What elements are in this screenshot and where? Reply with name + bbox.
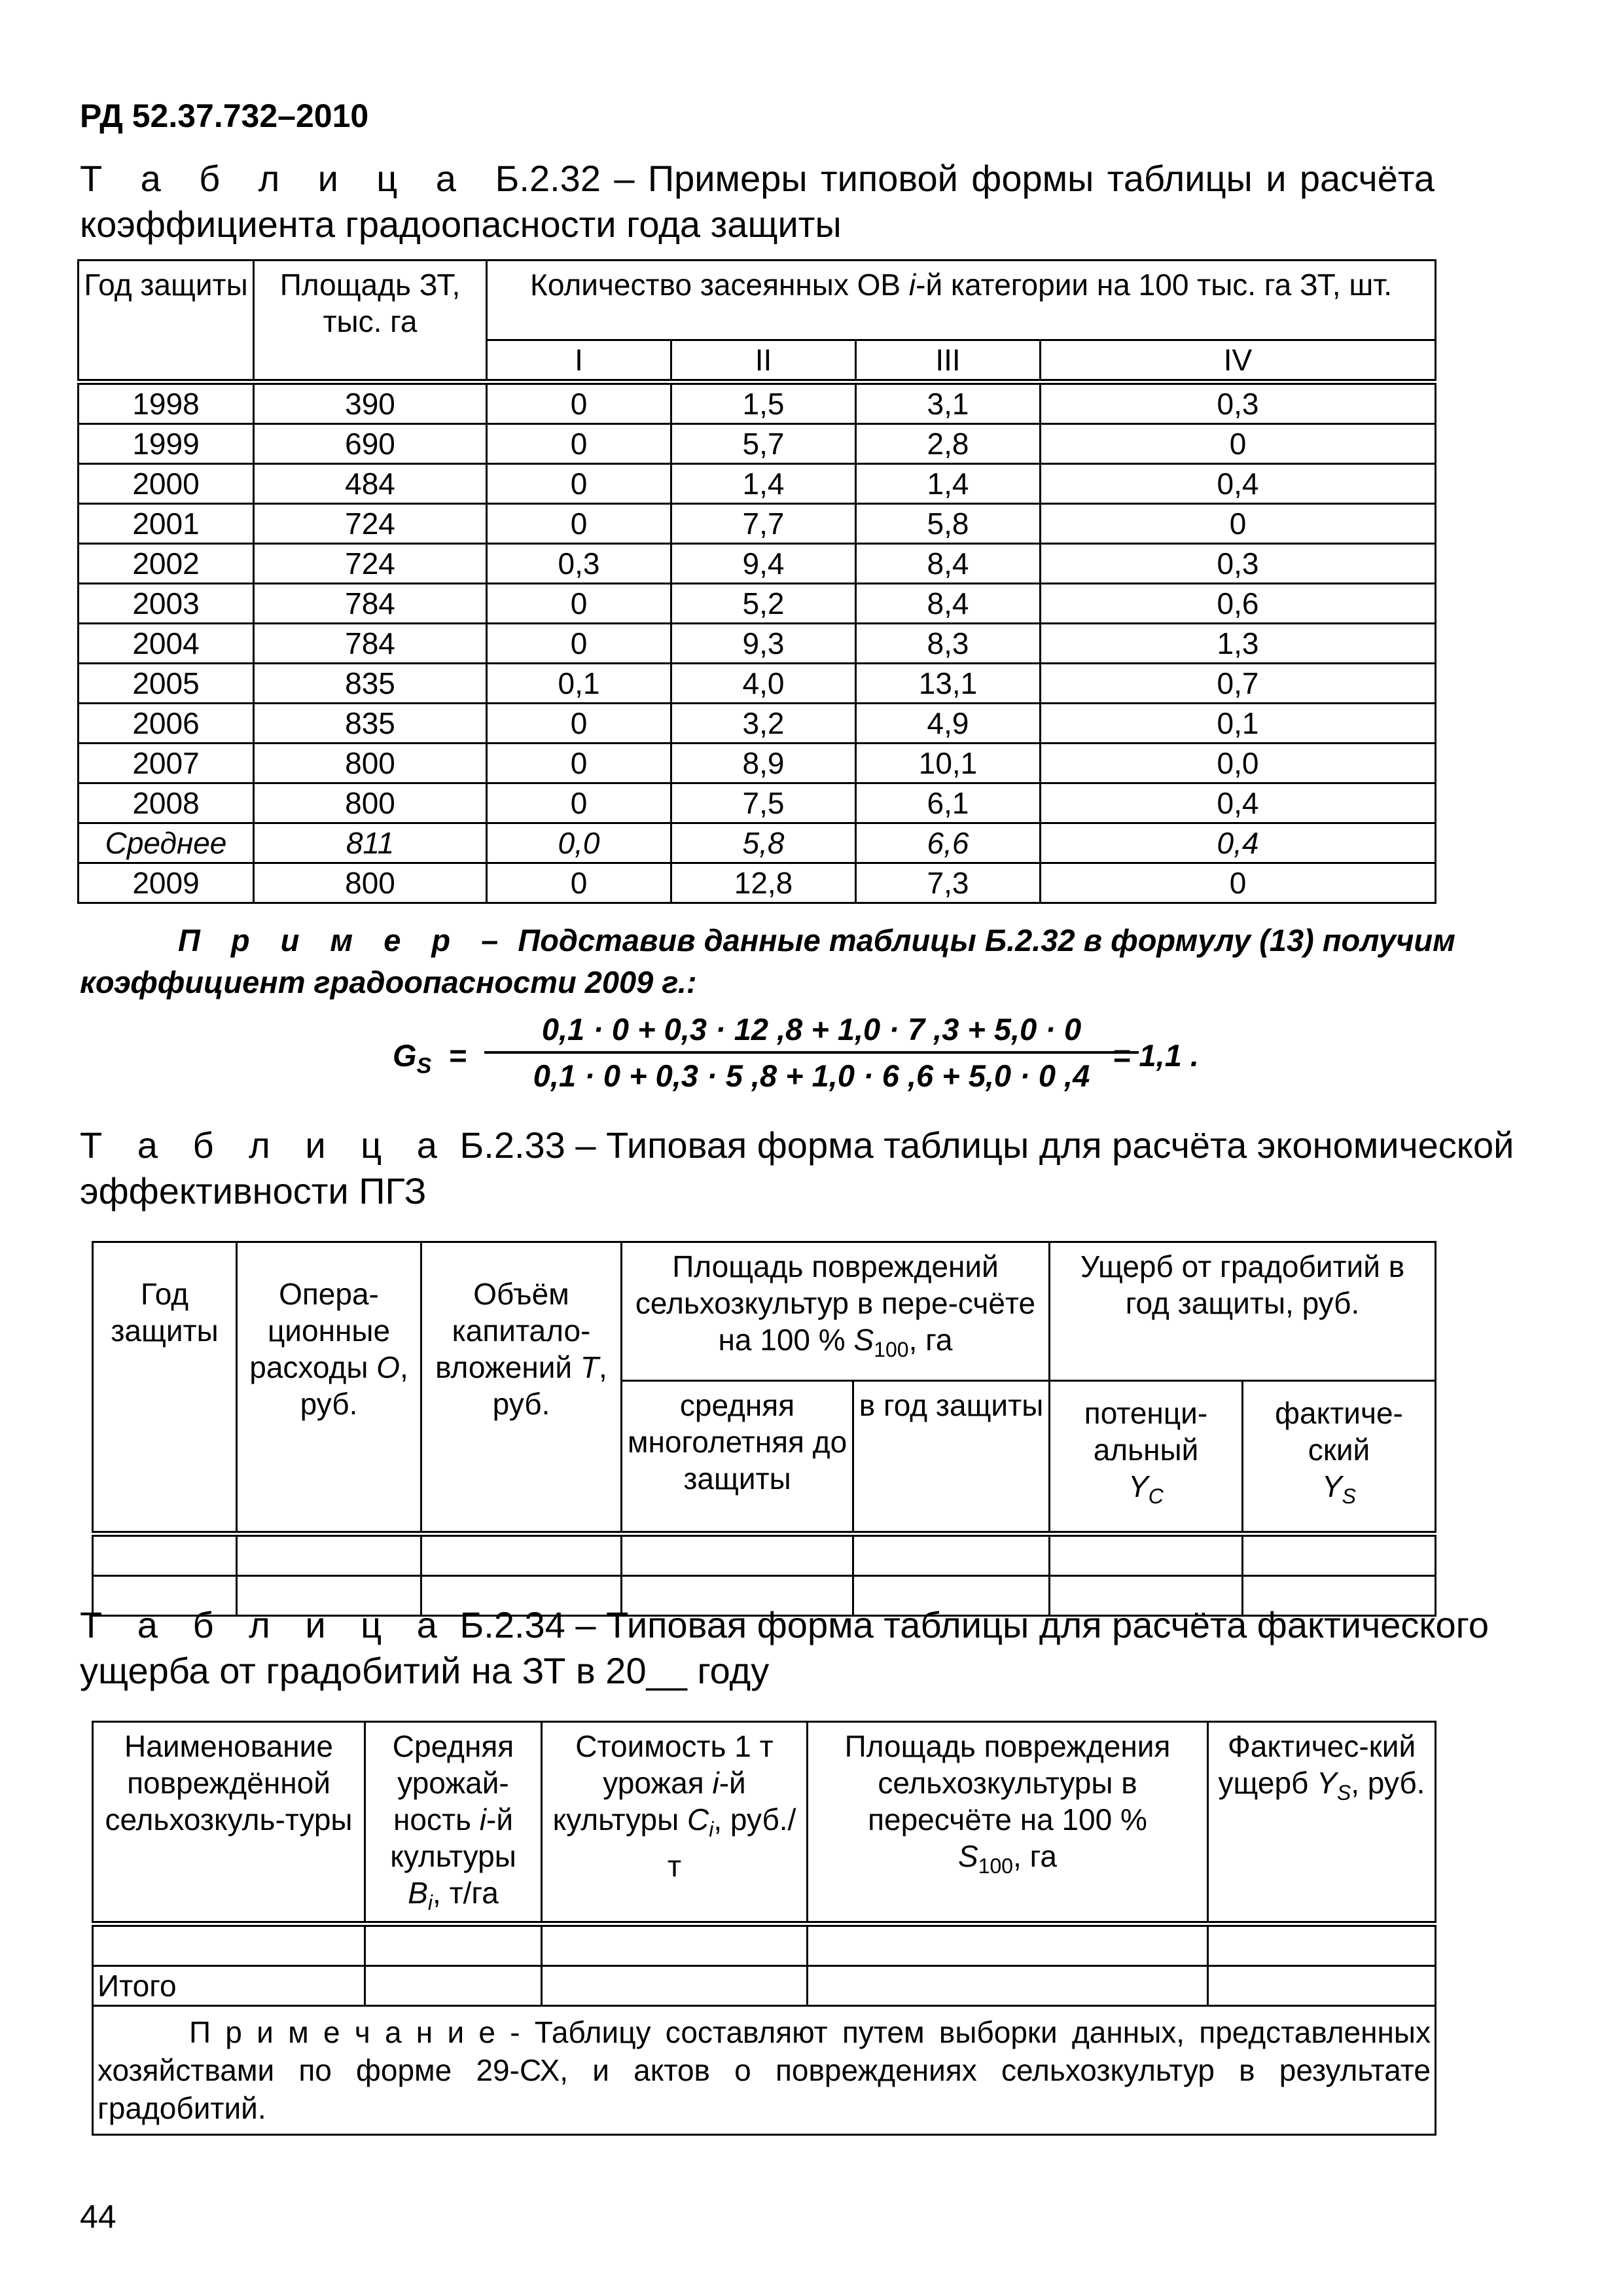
table-cell: 0	[487, 744, 671, 783]
table-cell: 0,3	[1041, 382, 1436, 424]
header-area-damage: Площадь повреждений сельхозкультур в пере-счёте на 100 % $S_{100}$, га	[622, 1242, 1050, 1381]
table-cell: 8,3	[856, 624, 1041, 664]
table-cell: 800	[254, 783, 487, 823]
table-cell: 10,1	[856, 744, 1041, 783]
table-cell: 0,3	[487, 544, 671, 584]
example-line2: коэффициент градоопасности 2009 г.:	[80, 965, 697, 999]
table-cell: 784	[254, 584, 487, 624]
table-cell: 3,1	[856, 382, 1041, 424]
table-cell: 0	[1041, 504, 1436, 544]
table-cell: 2009	[79, 863, 254, 903]
table-cell: 0	[487, 382, 671, 424]
header-yield: Средняя урожай-ность i-й культуры $B_i$, т/га	[365, 1722, 542, 1924]
table-cell: 0	[1041, 863, 1436, 903]
table-cell: 0	[487, 504, 671, 544]
table-cell: 8,9	[671, 744, 856, 783]
table-cell: 2000	[79, 464, 254, 504]
table-note: П р и м е ч а н и е - Таблицу составляют путем выборки данных, представленных хозяйствами по форме 29-СХ, и актов о повреждениях сельхозкультур в результате градобитий.	[93, 2006, 1436, 2135]
header-year: Год защиты	[93, 1242, 237, 1534]
header-area: Площадь ЗТ, тыс. га	[254, 260, 487, 382]
header-category-2: II	[671, 340, 856, 382]
header-category-3: III	[856, 340, 1041, 382]
header-area: Площадь повреждения сельхозкультуры в пересчёте на 100 % $S_{100}$, га	[808, 1722, 1208, 1924]
table-row	[79, 624, 1436, 664]
table-cell: 1,5	[671, 382, 856, 424]
table-cell: 1,3	[1041, 624, 1436, 664]
table-cell: 4,9	[856, 704, 1041, 744]
formula-lhs: $G_S$ =	[393, 1038, 467, 1079]
table-cell: 12,8	[671, 863, 856, 903]
header-cost: Стоимость 1 т урожая i-й культуры $C_i$, руб./т	[542, 1722, 808, 1924]
table-cell: 0,0	[487, 823, 671, 863]
caption-line1: Б.2.33 – Типовая форма таблицы для расчёта экономической	[459, 1124, 1514, 1166]
header-year: Год защиты	[79, 260, 254, 382]
total-label: Итого	[93, 1966, 365, 2006]
caption-line1: Б.2.34 – Типовая форма таблицы для расчёта фактического	[459, 1604, 1489, 1645]
table-row	[79, 863, 1436, 903]
table-row	[79, 504, 1436, 544]
table-cell: 8,4	[856, 584, 1041, 624]
table-b232-body	[79, 382, 1436, 903]
table-cell: 484	[254, 464, 487, 504]
table-b232-caption	[80, 156, 1435, 247]
table-cell: 0	[487, 624, 671, 664]
table-cell: 0,4	[1041, 464, 1436, 504]
page-number: 44	[80, 2198, 116, 2235]
header-category-1: I	[487, 340, 671, 382]
formula-denominator: 0,1 · 0 + 0,3 · 5 ,8 + 1,0 · 6 ,6 + 5,0 · 0 ,4	[533, 1058, 1090, 1093]
table-cell: 1,4	[671, 464, 856, 504]
table-b233	[92, 1241, 1436, 1617]
table-cell: 2005	[79, 664, 254, 704]
caption-line2: ущерба от градобитий на ЗТ в 20__ году	[80, 1650, 770, 1691]
caption-prefix: Т а б л и ц а	[80, 158, 469, 199]
table-cell: 5,8	[671, 823, 856, 863]
table-cell: 6,6	[856, 823, 1041, 863]
table-row	[79, 584, 1436, 624]
table-cell: 6,1	[856, 783, 1041, 823]
caption-line2: эффективности ПГЗ	[80, 1170, 427, 1211]
formula-result: = 1,1 .	[1113, 1038, 1199, 1073]
document-code: РД 52.37.732–2010	[80, 98, 369, 134]
table-cell: 0,7	[1041, 664, 1436, 704]
formula-numerator: 0,1 · 0 + 0,3 · 12 ,8 + 1,0 · 7 ,3 + 5,0 · 0	[541, 1012, 1082, 1047]
header-damage: Фактичес-кий ущерб $Y_S$, руб.	[1208, 1722, 1436, 1924]
table-cell: 800	[254, 863, 487, 903]
table-row	[79, 704, 1436, 744]
example-text	[80, 920, 1455, 1003]
table-cell: 5,2	[671, 584, 856, 624]
table-b234-caption	[80, 1602, 1489, 1694]
table-cell: 0	[487, 424, 671, 464]
table-cell: 390	[254, 382, 487, 424]
table-cell: 724	[254, 504, 487, 544]
table-row	[79, 382, 1436, 424]
table-cell: 0,0	[1041, 744, 1436, 783]
table-cell: 0	[487, 783, 671, 823]
formula-fraction	[484, 1011, 1139, 1094]
table-cell: 7,5	[671, 783, 856, 823]
empty-row	[93, 1924, 1436, 1966]
header-damage: Ущерб от градобитий в год защиты, руб.	[1050, 1242, 1436, 1381]
table-cell: 1999	[79, 424, 254, 464]
table-cell: 2002	[79, 544, 254, 584]
table-cell: 9,3	[671, 624, 856, 664]
table-cell: 0	[487, 464, 671, 504]
caption-line2: коэффициента градоопасности года защиты	[80, 204, 842, 245]
table-cell: 835	[254, 704, 487, 744]
table-cell: 2006	[79, 704, 254, 744]
example-prefix: П р и м е р –	[178, 923, 510, 958]
table-cell: 1,4	[856, 464, 1041, 504]
table-row	[79, 783, 1436, 823]
header-count: Количество засеянных ОВ i-й категории на 100 тыс. га ЗТ, шт.	[487, 260, 1436, 340]
table-cell: 800	[254, 744, 487, 783]
table-cell: 5,8	[856, 504, 1041, 544]
table-cell: 835	[254, 664, 487, 704]
example-line1: Подставив данные таблицы Б.2.32 в формулу (13) получим	[518, 923, 1455, 958]
table-row	[79, 464, 1436, 504]
table-cell: 0,4	[1041, 783, 1436, 823]
table-b233-caption	[80, 1122, 1514, 1214]
table-cell: 0,1	[487, 664, 671, 704]
table-row	[79, 424, 1436, 464]
table-cell: 0,1	[1041, 704, 1436, 744]
header-potential: потенци-альный $Y_C$	[1050, 1381, 1243, 1534]
header-capital: Объём капитало-вложений T, руб.	[421, 1242, 622, 1534]
header-category-4: IV	[1041, 340, 1436, 382]
table-cell: 13,1	[856, 664, 1041, 704]
table-cell: 2,8	[856, 424, 1041, 464]
header-actual: фактиче-ский $Y_S$	[1243, 1381, 1436, 1534]
table-cell: 1998	[79, 382, 254, 424]
table-cell: 0,4	[1041, 823, 1436, 863]
table-cell: 2003	[79, 584, 254, 624]
table-cell: 2008	[79, 783, 254, 823]
table-cell: 0	[487, 704, 671, 744]
table-row	[79, 544, 1436, 584]
table-cell: 0	[1041, 424, 1436, 464]
table-cell: Среднее	[79, 823, 254, 863]
table-row	[79, 823, 1436, 863]
table-cell: 2004	[79, 624, 254, 664]
table-cell: 724	[254, 544, 487, 584]
table-cell: 0,6	[1041, 584, 1436, 624]
fraction-bar	[484, 1051, 1139, 1054]
total-row	[93, 1966, 1436, 2006]
header-crop-name: Наименование повреждённой сельхозкуль-туры	[93, 1722, 365, 1924]
table-row	[79, 744, 1436, 783]
table-cell: 2001	[79, 504, 254, 544]
table-cell: 7,7	[671, 504, 856, 544]
table-cell: 0,3	[1041, 544, 1436, 584]
table-cell: 2007	[79, 744, 254, 783]
table-cell: 5,7	[671, 424, 856, 464]
table-cell: 690	[254, 424, 487, 464]
table-cell: 4,0	[671, 664, 856, 704]
caption-line1: Б.2.32 – Примеры типовой формы таблицы и расчёта	[495, 158, 1435, 199]
table-cell: 8,4	[856, 544, 1041, 584]
header-op-costs: Опера-ционные расходы O, руб.	[237, 1242, 421, 1534]
table-cell: 7,3	[856, 863, 1041, 903]
table-row	[79, 664, 1436, 704]
caption-prefix: Т а б л и ц а	[80, 1124, 450, 1166]
table-cell: 3,2	[671, 704, 856, 744]
table-cell: 811	[254, 823, 487, 863]
formula	[393, 1011, 1243, 1096]
header-avg-years: средняя многолетняя до защиты	[622, 1381, 853, 1534]
table-cell: 0	[487, 584, 671, 624]
table-cell: 784	[254, 624, 487, 664]
table-b234	[92, 1721, 1436, 2136]
header-in-year: в год защиты	[853, 1381, 1050, 1534]
table-cell: 9,4	[671, 544, 856, 584]
table-b232	[77, 259, 1436, 904]
table-cell: 0	[487, 863, 671, 903]
caption-prefix: Т а б л и ц а	[80, 1604, 450, 1645]
empty-row	[93, 1534, 1436, 1576]
